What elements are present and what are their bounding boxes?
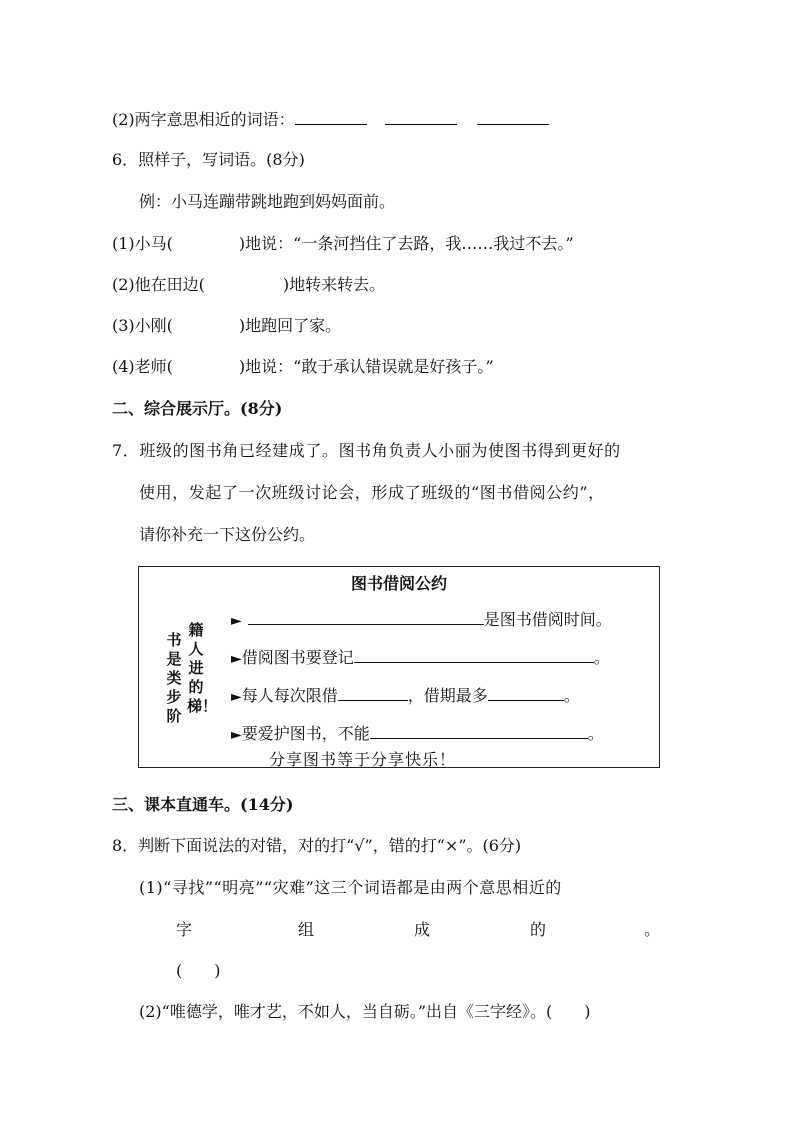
q6-item-3-pre: (3)小刚( (112, 316, 173, 335)
rule-2 (231, 645, 610, 668)
motto-char: 籍 (188, 621, 204, 639)
rule-1-text: 是图书借阅时间。 (483, 610, 612, 629)
motto-char: 阶 (166, 707, 182, 725)
q6-item-1-post: )地说：“一条河挡住了去路，我……我过不去。” (238, 234, 574, 253)
bullet-triangle-icon: ► (231, 727, 242, 743)
answer-blank[interactable] (354, 647, 594, 663)
q6-item-2-post: )地转来转去。 (282, 275, 386, 294)
answer-blank[interactable] (385, 109, 457, 125)
q6-item-3 (112, 316, 341, 336)
rule-4 (231, 721, 604, 744)
q6-example: 例：小马连蹦带跳地跑到妈妈面前。 (139, 192, 396, 211)
side-motto-right (187, 621, 218, 716)
rule-3-text: 每人每次限借 (241, 686, 338, 705)
borrowing-convention-card (138, 566, 660, 768)
q8-item-1-line-2 (176, 920, 660, 940)
answer-blank[interactable] (248, 609, 484, 625)
q6-item-3-post: )地跑回了家。 (238, 316, 342, 335)
motto-char: 是 (166, 650, 182, 668)
answer-blank[interactable] (295, 109, 367, 125)
bullet-triangle-icon: ► (231, 689, 242, 705)
bullet-triangle-icon: ► (231, 651, 242, 667)
rule-2-text: 借阅图书要登记 (241, 648, 354, 667)
q8-item-1-answer-paren[interactable]: ( ) (176, 961, 221, 980)
answer-blank[interactable] (370, 723, 588, 739)
q6-item-2 (112, 275, 385, 295)
q7-line-1: 7．班级的图书角已经建成了。图书角负责人小丽为使图书得到更好的 (112, 441, 621, 460)
motto-char: 进 (188, 659, 204, 677)
q6-title: 6．照样子，写词语。(8分) (112, 150, 305, 169)
rule-4-end: 。 (587, 724, 604, 743)
answer-blank[interactable] (338, 685, 408, 701)
q6-item-2-pre: (2)他在田边( (112, 275, 205, 294)
rule-4-text: 要爱护图书，不能 (241, 724, 370, 743)
justified-char: 。 (644, 920, 661, 939)
q8-item-1-line-1: (1)“寻找”“明亮”“灾难”这三个词语都是由两个意思相近的 (139, 878, 562, 897)
motto-char: 梯！ (187, 697, 218, 715)
rule-3-end: 。 (563, 686, 580, 705)
motto-char: 步 (166, 688, 182, 706)
q7-line-2: 使用，发起了一次班级讨论会，形成了班级的“图书借阅公约”， (139, 483, 605, 502)
bullet-triangle-icon: ► (231, 613, 242, 629)
rule-1 (231, 607, 612, 630)
rule-3 (231, 683, 580, 706)
rule-3-mid: ，借期最多 (407, 686, 488, 705)
rule-2-end: 。 (593, 648, 610, 667)
q8-title: 8．判断下面说法的对错，对的打“√”，错的打“×”。(6分) (112, 836, 522, 855)
justified-char: 成 (414, 920, 431, 939)
q8-item-2: (2)“唯德学，唯才艺，不如人，当自砺。”出自《三字经》。( ) (139, 1002, 591, 1021)
q6-item-4 (112, 357, 494, 377)
justified-char: 组 (298, 920, 315, 939)
motto-char: 书 (166, 631, 182, 649)
q7-line-3: 请你补充一下这份公约。 (139, 525, 316, 544)
card-footer-slogan: 分享图书等于分享快乐！ (269, 750, 457, 769)
q5-part2-text: (2)两字意思相近的词语： (112, 110, 295, 129)
motto-char: 的 (188, 678, 204, 696)
q5-part2-line (112, 109, 549, 130)
q6-item-4-post: )地说：“敢于承认错误就是好孩子。” (238, 357, 494, 376)
justified-char: 字 (176, 920, 193, 939)
q6-item-1 (112, 234, 574, 254)
answer-blank[interactable] (488, 685, 564, 701)
motto-char: 人 (188, 640, 204, 658)
motto-char: 类 (166, 669, 182, 687)
side-motto-left (165, 631, 183, 726)
section-3-title: 三、课本直通车。(14分) (112, 795, 294, 814)
justified-char: 的 (530, 920, 547, 939)
card-title: 图书借阅公约 (350, 574, 447, 593)
answer-blank[interactable] (477, 109, 549, 125)
q6-item-4-pre: (4)老师( (112, 357, 173, 376)
q6-item-1-pre: (1)小马( (112, 234, 173, 253)
section-2-title: 二、综合展示厅。(8分) (112, 399, 283, 418)
